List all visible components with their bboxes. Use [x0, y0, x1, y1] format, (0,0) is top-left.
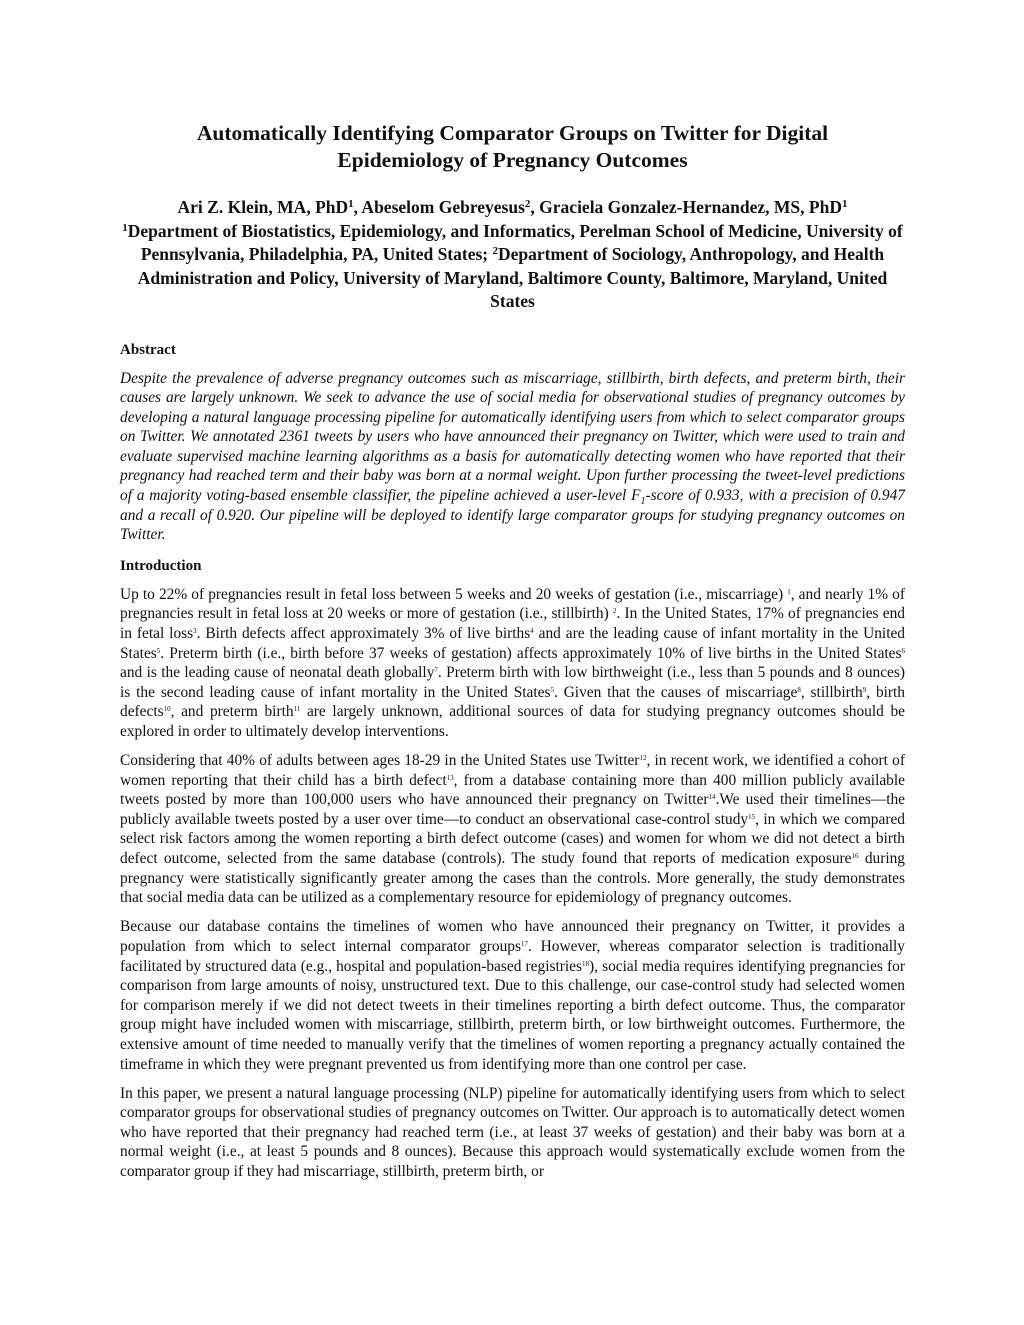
text-run: . In the United States, 17% of pregnancies end in fetal loss [120, 605, 905, 643]
text-run: . Given that the causes of miscarriage [553, 683, 798, 701]
text-run: , birth defects [120, 683, 906, 721]
authors-affiliations [120, 196, 905, 314]
text-run: -score of 0.933, with a precision of 0.947 and a recall of 0.920. Our pipeline will be deployed to identify large comparator groups for studying pregnancy outcomes on Twitter. [120, 487, 905, 544]
citation-superscript: 5 [550, 685, 554, 694]
citation-superscript: 11 [293, 705, 301, 714]
body-paragraph [120, 751, 905, 908]
body-paragraph [120, 917, 905, 1074]
text-run: , in recent work, we identified a cohort of women reporting that their child has a birth defect [120, 752, 905, 789]
abstract-heading: Abstract [120, 341, 176, 358]
citation-superscript: 13 [446, 773, 454, 782]
introduction-heading: Introduction [120, 557, 202, 574]
citation-superscript: 6 [901, 646, 905, 655]
citation-superscript: 10 [163, 705, 171, 714]
text-run: , and preterm birth [170, 703, 294, 721]
paper-page [120, 120, 905, 1191]
text-run: and is the leading cause of neonatal death globally [120, 664, 435, 682]
text-run: are largely unknown, additional sources of data for studying pregnancy outcomes should be explored in order to ultimately develop interventions. [120, 703, 905, 740]
citation-superscript: 1 [841, 198, 848, 210]
paper-title [120, 120, 905, 174]
citation-superscript: 3 [193, 627, 197, 636]
text-run: , Abeselom Gebreyesus [353, 197, 525, 217]
text-run: In this paper, we present a natural language processing (NLP) pipeline for automatically identifying users from which to select comparator groups for observational studies of pregnancy outcomes on Twitter. Our approach is to automatically detect women who have reported that their pregnancy had reached term (i.e., at least 37 weeks of gestation) and their baby was born at a normal weight (i.e., at least 5 pounds and 8 ounces). Because this approach would systematically exclude women from the comparator group if they had miscarriage, stillbirth, preterm birth, or [120, 1084, 905, 1180]
citation-superscript: 2 [612, 607, 617, 616]
citation-superscript: 12 [639, 754, 647, 763]
text-run: ), social media requires identifying pregnancies for comparison from large amounts of noisy, unstructured text. Due to this challenge, our case-control study had selected women for comparison merely if we did not detect tweets in their timelines reporting a birth defect outcome. Thus, the comparator group might have included women with miscarriage, stillbirth, preterm birth, or low birthweight outcomes. Furthermore, the extensive amount of time needed to manually verify that the timelines of women reporting a pregnancy actually contained the timeframe in which they were pregnant prevented us from identifying more than one control per case. [120, 957, 905, 1073]
citation-superscript: 2 [492, 245, 498, 257]
citation-superscript: 14 [708, 793, 716, 802]
text-run: Because our database contains the timelines of women who have announced their pregnancy on Twitter, it provides a population from which to select internal comparator groups [120, 918, 905, 955]
body-paragraph [120, 585, 905, 742]
citation-superscript: 5 [156, 646, 161, 655]
text-run: and are the leading cause of infant mortality in the United States [120, 625, 905, 662]
citation-superscript: 17 [521, 939, 528, 948]
text-run: , stillbirth [800, 683, 863, 701]
body-paragraph [120, 1084, 905, 1182]
text-run: . Preterm birth (i.e., birth before 37 weeks of gestation) affects approximately 10% of live births in the United States [160, 644, 902, 662]
text-run: Considering that 40% of adults between ages 18-29 in the United States use Twitter [120, 752, 640, 770]
citation-superscript: 9 [862, 685, 867, 694]
abstract-text [120, 369, 905, 545]
citation-superscript: 8 [797, 685, 801, 694]
citation-superscript: 16 [851, 852, 859, 861]
title-line: Epidemiology of Pregnancy Outcomes [337, 148, 688, 172]
citation-superscript: 15 [748, 812, 756, 821]
text-run: Despite the prevalence of adverse pregnancy outcomes such as miscarriage, stillbirth, birth defects, and preterm birth, their causes are largely unknown. We seek to advance the use of social media for observational studies of pregnancy outcomes by developing a natural language processing pipeline for automatically identifying users from which to select comparator groups on Twitter. We annotated 2361 tweets by users who have announced their pregnancy on Twitter, which were used to train and evaluate supervised machine learning algorithms as a basis for automatically detecting women who have reported that their pregnancy had reached term and their baby was born at a normal weight. Upon further processing the tweet-level predictions of a majority voting-based ensemble classifier, the pipeline achieved a user-level F [120, 369, 905, 505]
citation-superscript: 1 [787, 587, 791, 596]
text-run: Department of Sociology, Anthropology, and Health Administration and Policy, University of Maryland, Baltimore County, Baltimore, Maryland, United States [137, 244, 888, 311]
text-run: , and nearly 1% of pregnancies result in fetal loss at 20 weeks or more of gestation (i.e., stillbirth) [120, 585, 905, 623]
text-run: Department of Biostatistics, Epidemiology, and Informatics, Perelman School of Medicine, University of Pennsylvania, Philadelphia, PA, United States; [127, 220, 903, 264]
text-run: . Preterm birth with low birthweight (i.e., less than 5 pounds and 8 ounces) is the second leading cause of infant mortality in the United States [120, 664, 906, 701]
subscript: 1 [640, 496, 646, 508]
citation-superscript: 1 [122, 221, 128, 234]
citation-superscript: 7 [434, 666, 438, 675]
citation-superscript: 18 [581, 959, 589, 968]
text-run: Up to 22% of pregnancies result in fetal loss between 5 weeks and 20 weeks of gestation (i.e., miscarriage) [120, 585, 788, 603]
text-run: during pregnancy were statistically significantly greater among the cases than the controls. More generally, the study demonstrates that social media data can be utilized as a complementary resource for epidemiology of pregnancy outcomes. [120, 850, 905, 907]
title-line: Automatically Identifying Comparator Groups on Twitter for Digital [196, 121, 829, 145]
text-run: , in which we compared select risk factors among the women reporting a birth defect outcome (cases) and women for whom we did not detect a birth defect outcome, selected from the same database (controls). The study found that reports of medication exposure [120, 810, 905, 868]
citation-superscript: 4 [530, 627, 534, 636]
text-run: , from a database containing more than 400 million publicly available tweets posted by more than 100,000 users who have announced their pregnancy on Twitter [120, 771, 905, 809]
text-run: Ari Z. Klein, MA, PhD [177, 197, 349, 217]
citation-superscript: 2 [524, 198, 531, 210]
text-run: .We used their timelines—the publicly available tweets posted by a user over time—to conduct an observational case-control study [120, 791, 905, 828]
text-run: . However, whereas comparator selection is traditionally facilitated by structured data (e.g., hospital and population-based registries [120, 937, 906, 975]
text-run: , Graciela Gonzalez-Hernandez, MS, PhD [530, 197, 842, 217]
text-run: . Birth defects affect approximately 3% of live births [196, 625, 531, 643]
citation-superscript: 1 [348, 198, 354, 210]
